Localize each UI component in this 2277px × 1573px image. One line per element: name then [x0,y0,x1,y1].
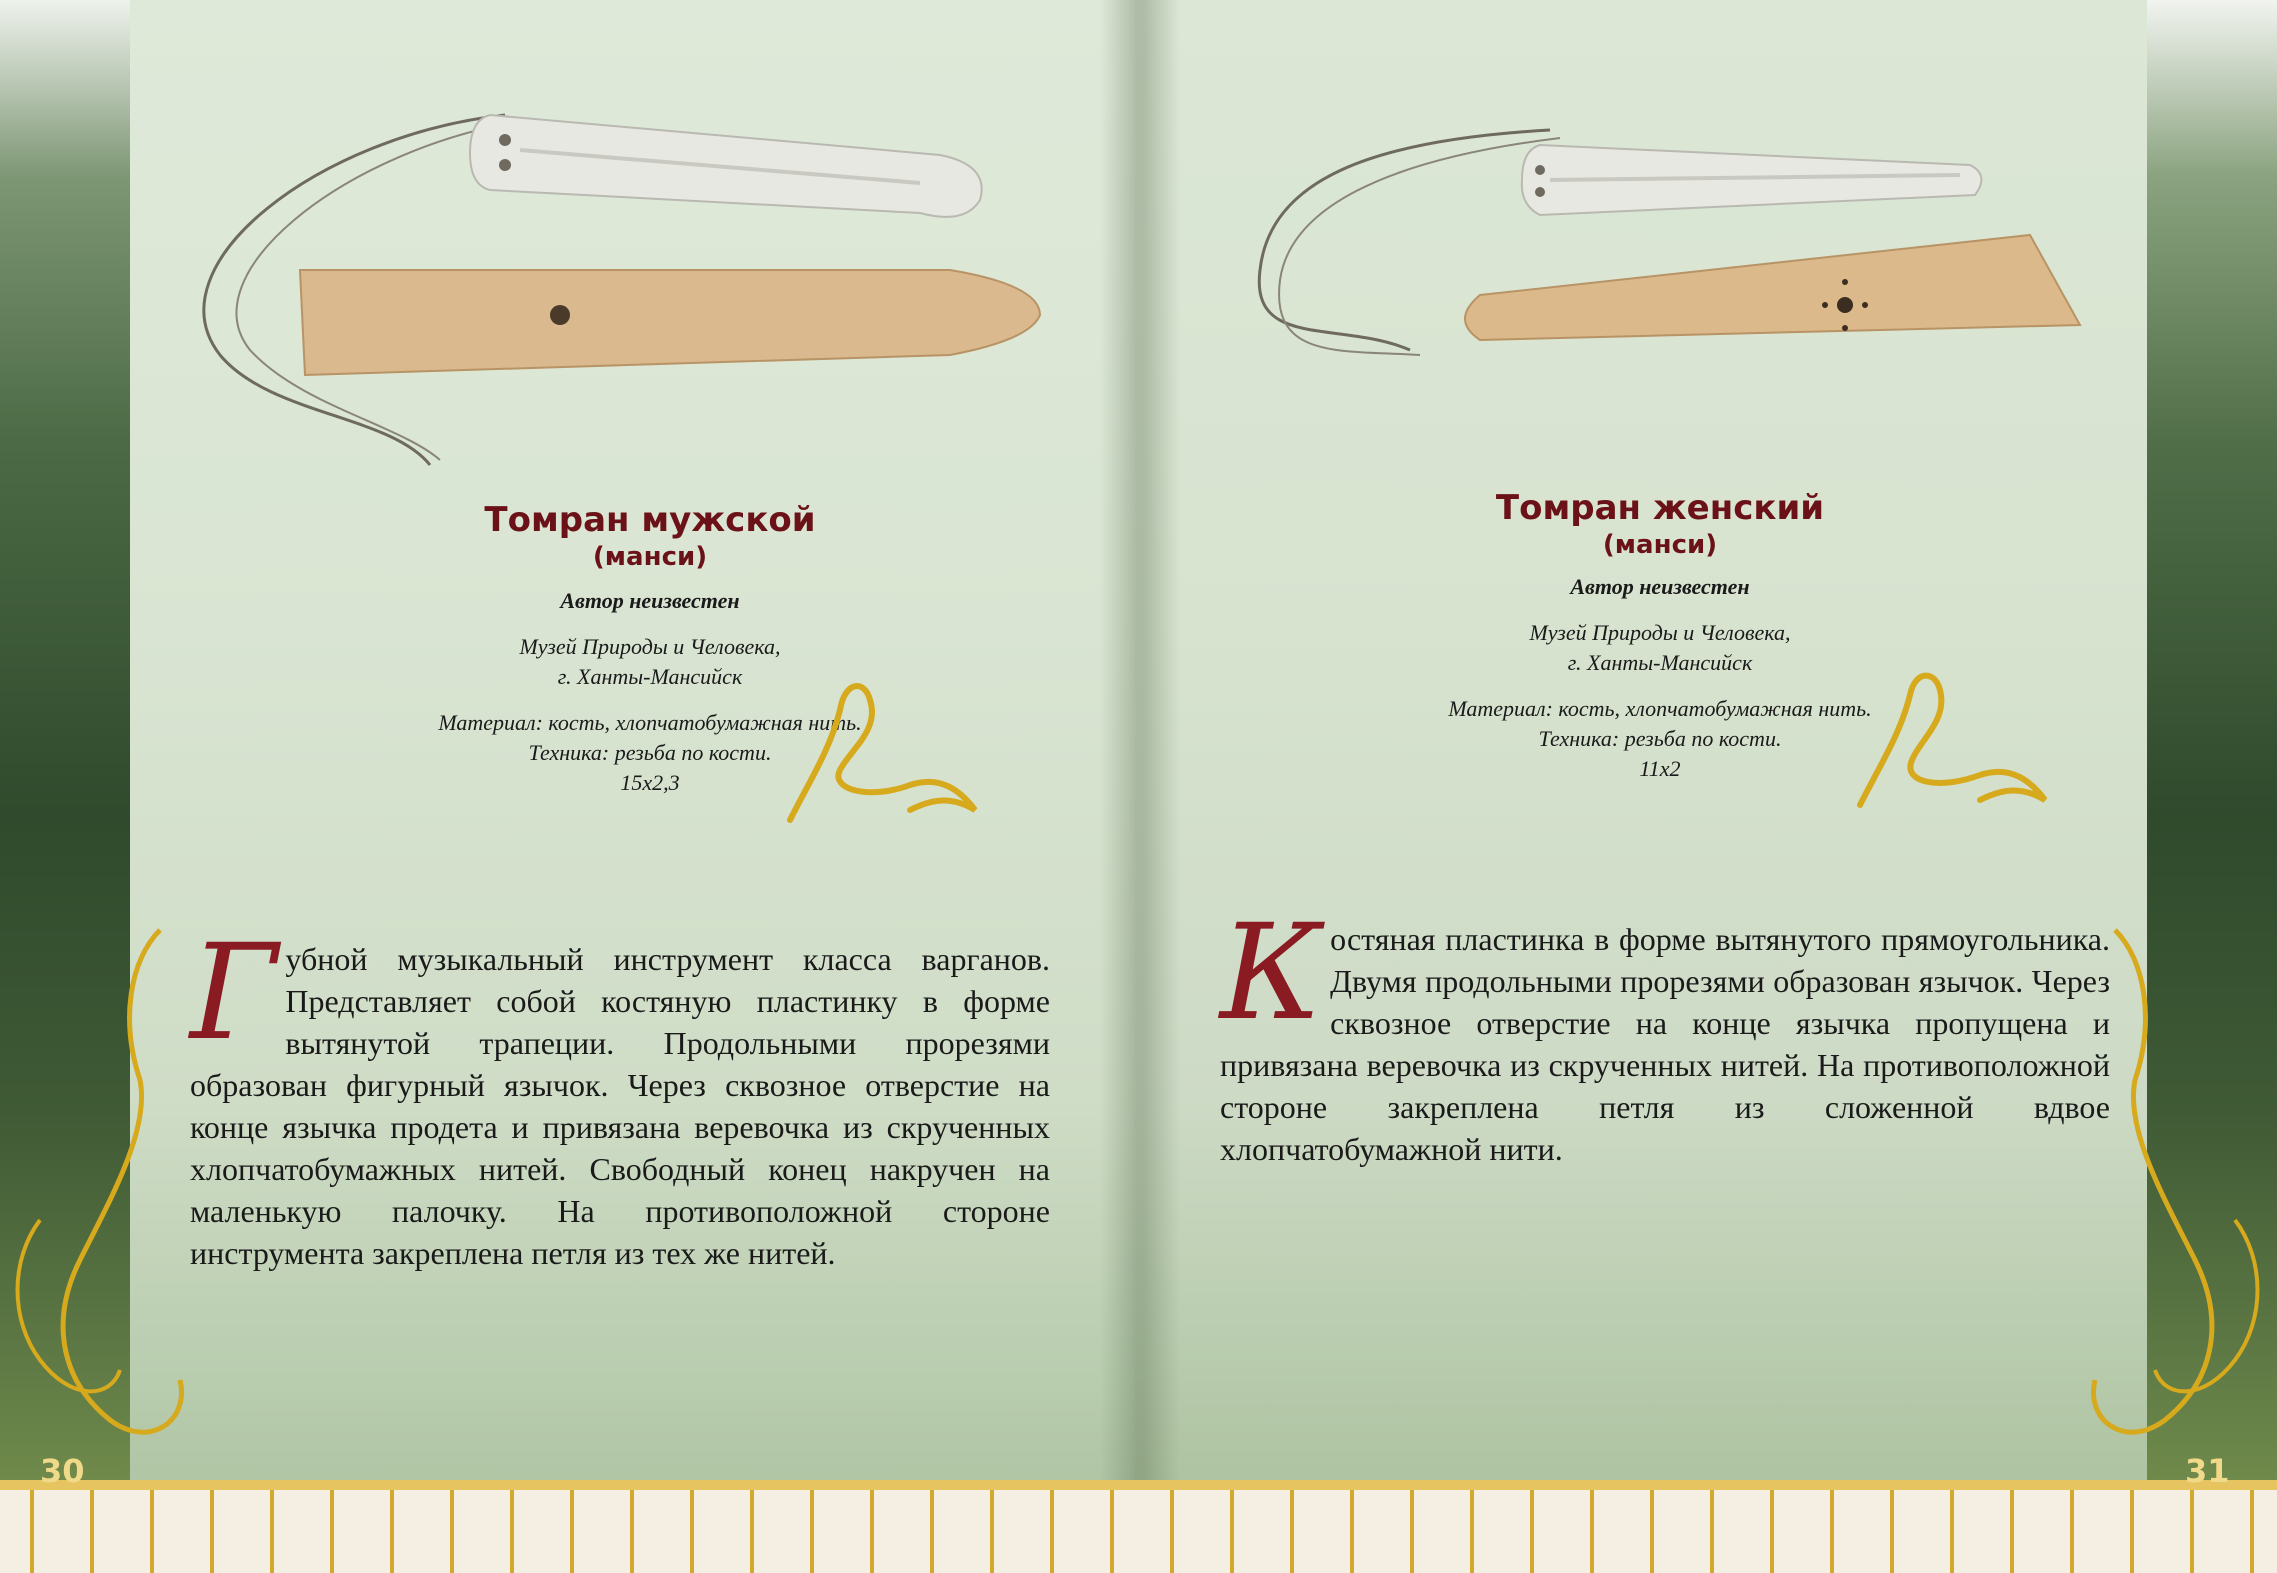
right-body [1220,896,2110,1170]
left-museum-line1: Музей Природы и Человека, [519,634,781,659]
tomran-male-photo [160,95,1060,475]
right-body-text: остяная пластинка в форме вытянутого прямоугольника. Двумя продольными прорезями образован язычок. Через сквозное отверстие на конце язычка пропущена и привязана веревочка из скрученных нитей. На противоположной стороне закреплена петля из сложенной вдвое хлопчатобумажной нити. [1220,921,2110,1167]
left-body [190,916,1050,1274]
gold-swirl-ornament-left [770,670,990,840]
left-author: Автор неизвестен [560,588,740,613]
book-gutter [1100,0,1180,1573]
left-museum-line2: г. Ханты-Мансийск [557,664,743,689]
left-size: 15х2,3 [620,770,680,795]
right-subtitle: (манси) [1602,530,1718,560]
gold-swirl-ornament-right [1840,665,2060,815]
left-caption [360,500,940,572]
ornamental-border [0,1480,2277,1573]
tomran-female-photo [1250,120,2100,480]
right-caption [1380,488,1940,560]
left-technique: Техника: резьба по кости. [528,740,772,765]
left-subtitle: (манси) [592,542,708,572]
right-museum-line1: Музей Природы и Человека, [1529,620,1791,645]
right-technique: Техника: резьба по кости. [1538,726,1782,751]
left-dropcap: Г [190,916,278,1070]
left-title: Томран мужской [484,500,816,540]
left-body-text: убной музыкальный инструмент класса варганов. Представляет собой костяную пластинку в форме вытянутой трапеции. Продольными прорезями образован фигурный язычок. Через сквозное отверстие на конце язычка продета и привязана веревочка из скрученных хлопчатобумажных нитей. Свободный конец накручен на маленькую палочку. На противоположной стороне инструмента закреплена петля из тех же нитей. [190,941,1050,1271]
right-size: 11х2 [1639,756,1681,781]
right-title: Томран женский [1495,488,1825,528]
right-museum-line2: г. Ханты-Мансийск [1567,650,1753,675]
right-author: Автор неизвестен [1570,574,1750,599]
right-material: Материал: кость, хлопчатобумажная нить. [1448,696,1872,721]
right-dropcap: К [1220,896,1323,1050]
left-material: Материал: кость, хлопчатобумажная нить. [438,710,862,735]
gold-frame-ornament-left [0,900,220,1460]
page-number-right: 31 [2185,1452,2230,1490]
page-number-left: 30 [40,1452,85,1490]
